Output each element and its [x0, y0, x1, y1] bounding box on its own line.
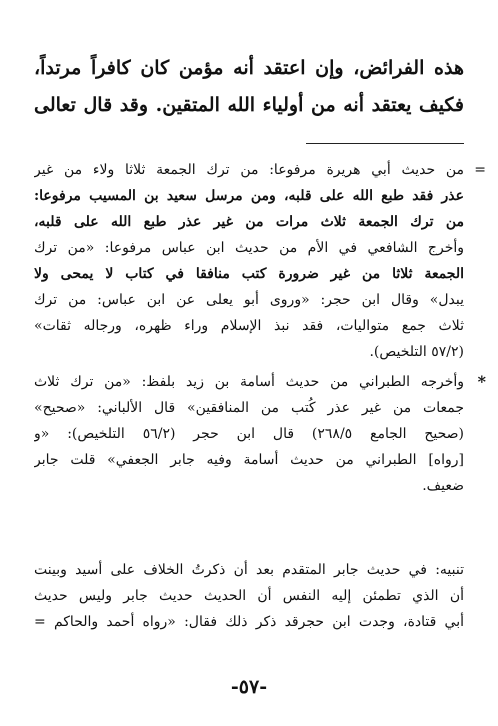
footnote-line: من ترك الجمعة ثلاث مرات من غير عذر طبع الله على قلبه،	[34, 214, 464, 230]
footnote-line: (صحيح الجامع ٢٦٨/٥) قال ابن حجر (٥٦/٢ التلخيص): «و	[34, 426, 464, 442]
footnote-line: (٥٧/٢ التلخيص).	[369, 344, 464, 360]
footnote-line: وأخرج الشافعي في الأم من حديث ابن عباس مرفوعا: «من ترك	[34, 240, 464, 256]
footnote-line: ضعيف.	[422, 478, 464, 494]
footnote-line: من حديث أبي هريرة مرفوعا: من ترك الجمعة ثلاثا ولاء من غير	[34, 162, 464, 178]
main-line-1: هذه الفرائض، وإن اعتقد أنه مؤمن كان كافراً مرتداً،	[34, 57, 464, 79]
footnote-line: أن الذي تطمئن إليه النفس أن الحديث حديث جابر وليس حديث	[34, 588, 464, 604]
page-number: -٥٧-	[230, 676, 268, 698]
footnote-line: عذر فقد طبع الله على قلبه، ومن مرسل سعيد بن المسيب مرفوعا:	[34, 188, 464, 204]
footnote-line: يبدل» وقال ابن حجر: «وروى أبو يعلى عن ابن عباس: من ترك	[34, 292, 464, 308]
footnote-separator	[306, 143, 464, 144]
footnote-line: وأخرجه الطبراني من حديث أسامة بن زيد بلفظ: «من ترك ثلاث	[34, 374, 464, 390]
footnote-line: [رواه] الطبراني من حديث أسامة وفيه جابر الجعفي» قلت جابر	[34, 452, 464, 468]
footnote-line: ثلاث جمع متواليات، فقد نبذ الإسلام وراء ظهره، ورجاله ثقات»	[34, 318, 464, 334]
footnote-line: جمعات من غير عذر كُتب من المنافقين» قال الألباني: «صحيح»	[34, 400, 464, 416]
main-line-2: فكيف يعتقد أنه من أولياء الله المتقين. وقد قال تعالى	[34, 94, 464, 116]
footnote-line: الجمعة ثلاثا من غير ضرورة كتب منافقا في كتاب لا يمحى ولا	[34, 266, 464, 282]
footnote-line: تنبيه: في حديث جابر المتقدم بعد أن ذكرتُ الخلاف على أسيد وبينت	[34, 562, 464, 578]
footnote-line: أبي قتادة، وجدت ابن حجرقد ذكر ذلك فقال: «رواه أحمد والحاكم =	[34, 614, 464, 630]
footnote-asterisk-marker: *	[477, 372, 486, 391]
footnote-continuation-marker: =	[474, 162, 486, 178]
